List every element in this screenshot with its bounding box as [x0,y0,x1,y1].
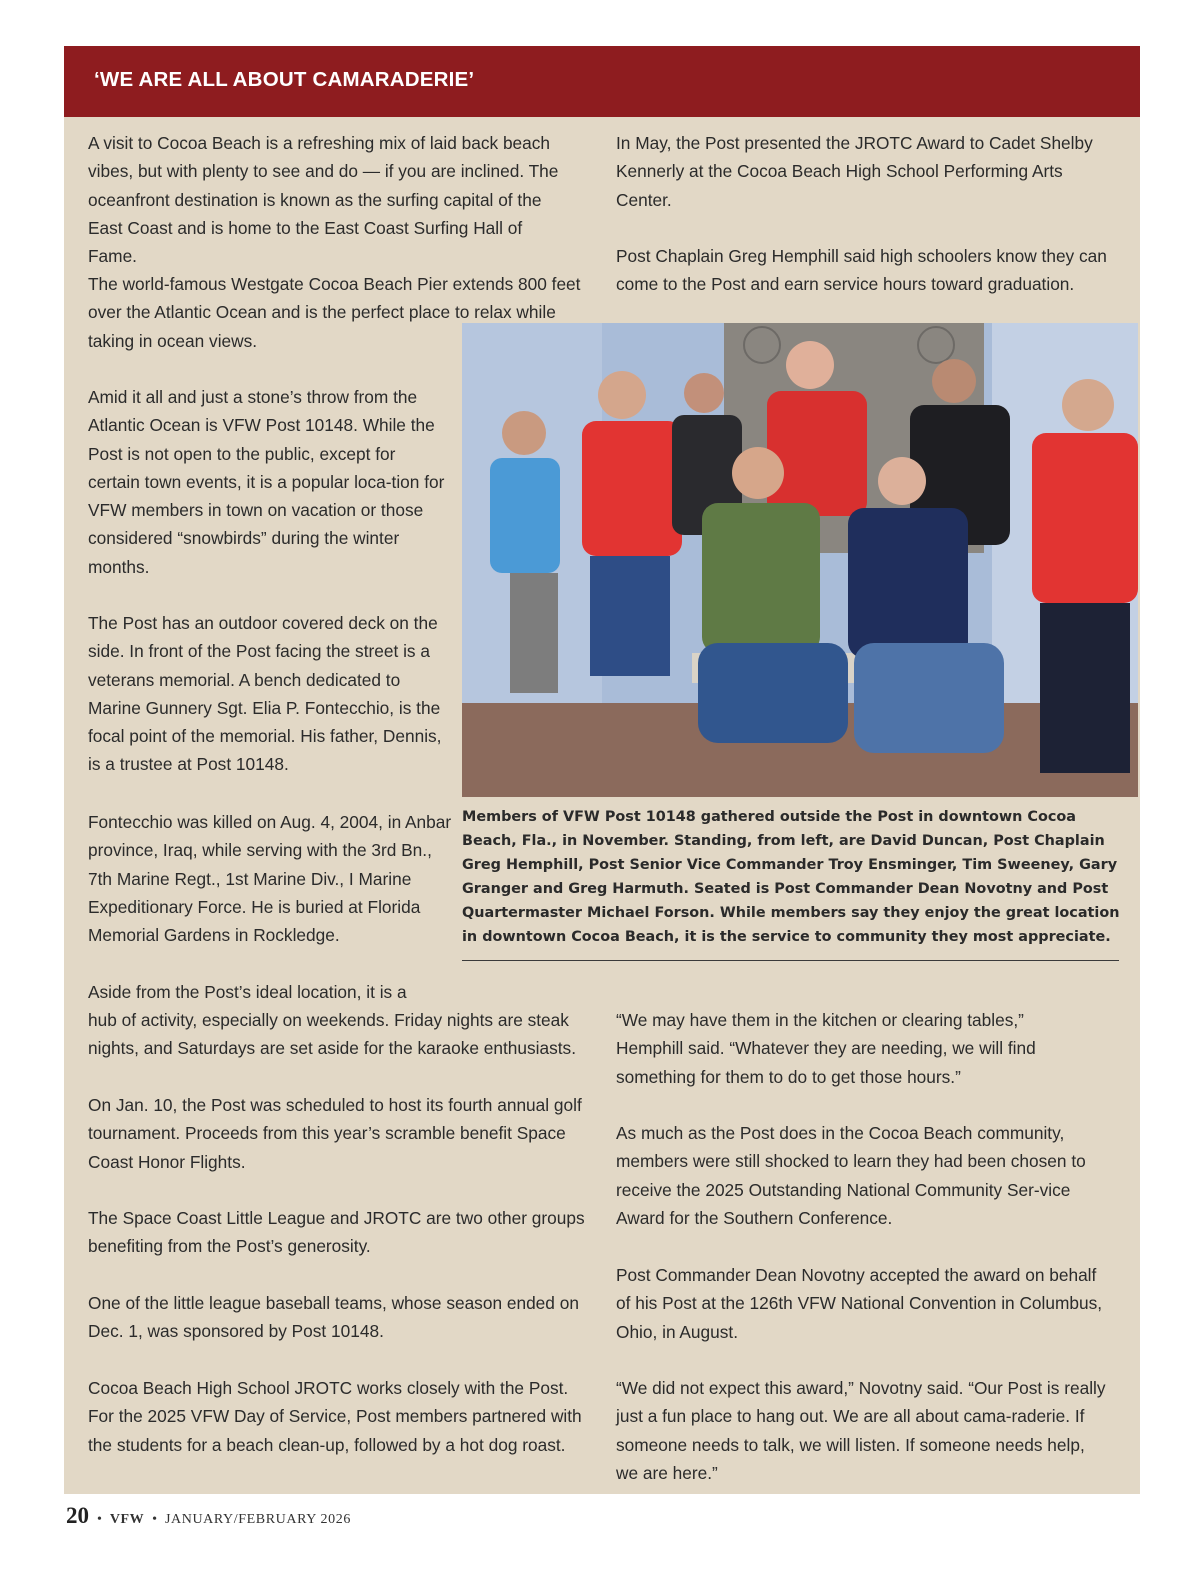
photo-caption: Members of VFW Post 10148 gathered outside the Post in downtown Cocoa Beach, Fla., in November. Standing, from left, are David Duncan, Post Chaplain Greg Hemphill, Post Senior Vice Commander Troy Ensminger, Tim Sweeney, Gary Granger and Greg Harmuth. Seated is Post Commander Dean Novotny and Post Quartermaster Michael Forson. While members say they enjoy the great location in downtown Cocoa Beach, it is the service to community they most appreciate. [462,809,1120,945]
footer-separator: • [97,1512,102,1527]
page-footer [66,1503,351,1529]
body-paragraph: As much as the Post does in the Cocoa Beach community, members were still shocked to learn they had been chosen to receive the 2025 Outstanding National Community Ser-vice Award for the Southern Conference. [616,1123,1086,1228]
page-number: 20 [66,1503,89,1528]
article-sidebar-panel [64,46,1140,1494]
body-paragraph: On Jan. 10, the Post was scheduled to host its fourth annual golf tournament. Proceeds from this year’s scramble benefit Space Coast Honor Flights. [88,1095,582,1172]
body-paragraph: In May, the Post presented the JROTC Award to Cadet Shelby Kennerly at the Cocoa Beach High School Performing Arts Center. [616,133,1093,210]
magazine-name: VFW [109,1512,145,1527]
body-paragraph: One of the little league baseball teams, whose season ended on Dec. 1, was sponsored by Post 10148. [88,1293,579,1342]
body-paragraph: The Space Coast Little League and JROTC are two other groups benefiting from the Post’s generosity. [88,1208,585,1257]
body-paragraph: hub of activity, especially on weekends. Friday nights are steak nights, and Saturdays are set aside for the karaoke enthusiasts. [88,1010,577,1059]
body-paragraph: “We did not expect this award,” Novotny said. “Our Post is really just a fun place to hang out. We are all about cama-raderie. If someone needs to talk, we will listen. If someone needs help, we are here.” [616,1378,1106,1483]
body-paragraph: Post Commander Dean Novotny accepted the award on behalf of his Post at the 126th VFW National Convention in Columbus, Ohio, in August. [616,1265,1103,1342]
footer-separator: • [152,1512,157,1527]
caption-divider [462,960,1119,961]
body-paragraph: A visit to Cocoa Beach is a refreshing mix of laid back beach vibes, but with plenty to see and do — if you are inclined. The oceanfront destination is known as the surfing capital of the East Coast and is home to the East Coast Surfing Hall of Fame. [88,133,559,267]
body-paragraph-line: Aside from the Post’s ideal location, it is a [88,982,407,1002]
body-paragraph: The Post has an outdoor covered deck on the side. In front of the Post facing the street is a veterans memorial. A bench dedicated to Marine Gunnery Sgt. Elia P. Fontecchio, is the focal point of the memorial. His father, Dennis, is a trustee at Post 10148. [88,613,442,775]
section-title: ‘WE ARE ALL ABOUT CAMARADERIE’ [94,68,475,91]
body-paragraph: Post Chaplain Greg Hemphill said high schoolers know they can come to the Post and earn service hours toward graduation. [616,246,1107,295]
body-paragraph: “We may have them in the kitchen or clearing tables,” Hemphill said. “Whatever they are needing, we will find something for them to do to get those hours.” [616,1010,1036,1087]
body-paragraph: Amid it all and just a stone’s throw from the Atlantic Ocean is VFW Post 10148. While the Post is not open to the public, except for certain town events, it is a popular loca-tion for VFW members in town on vacation or those considered “snowbirds” during the winter months. [88,387,445,577]
body-paragraph: Cocoa Beach High School JROTC works closely with the Post. For the 2025 VFW Day of Service, Post members partnered with the students for a beach clean-up, followed by a hot dog roast. [88,1378,582,1455]
group-photo [462,323,1138,797]
section-header-bar [64,46,1140,117]
body-paragraph: The world-famous Westgate Cocoa Beach Pier extends 800 feet over the Atlantic Ocean and is the perfect place to relax while taking in ocean views. [88,274,581,351]
group-photo-illustration [462,323,1138,797]
body-paragraph: Fontecchio was killed on Aug. 4, 2004, in Anbar province, Iraq, while serving with the 3rd Bn., 7th Marine Regt., 1st Marine Div., I Marine Expeditionary Force. He is buried at Florida Memorial Gardens in Rockledge. [88,812,452,946]
issue-date: JANUARY/FEBRUARY 2026 [164,1512,351,1527]
